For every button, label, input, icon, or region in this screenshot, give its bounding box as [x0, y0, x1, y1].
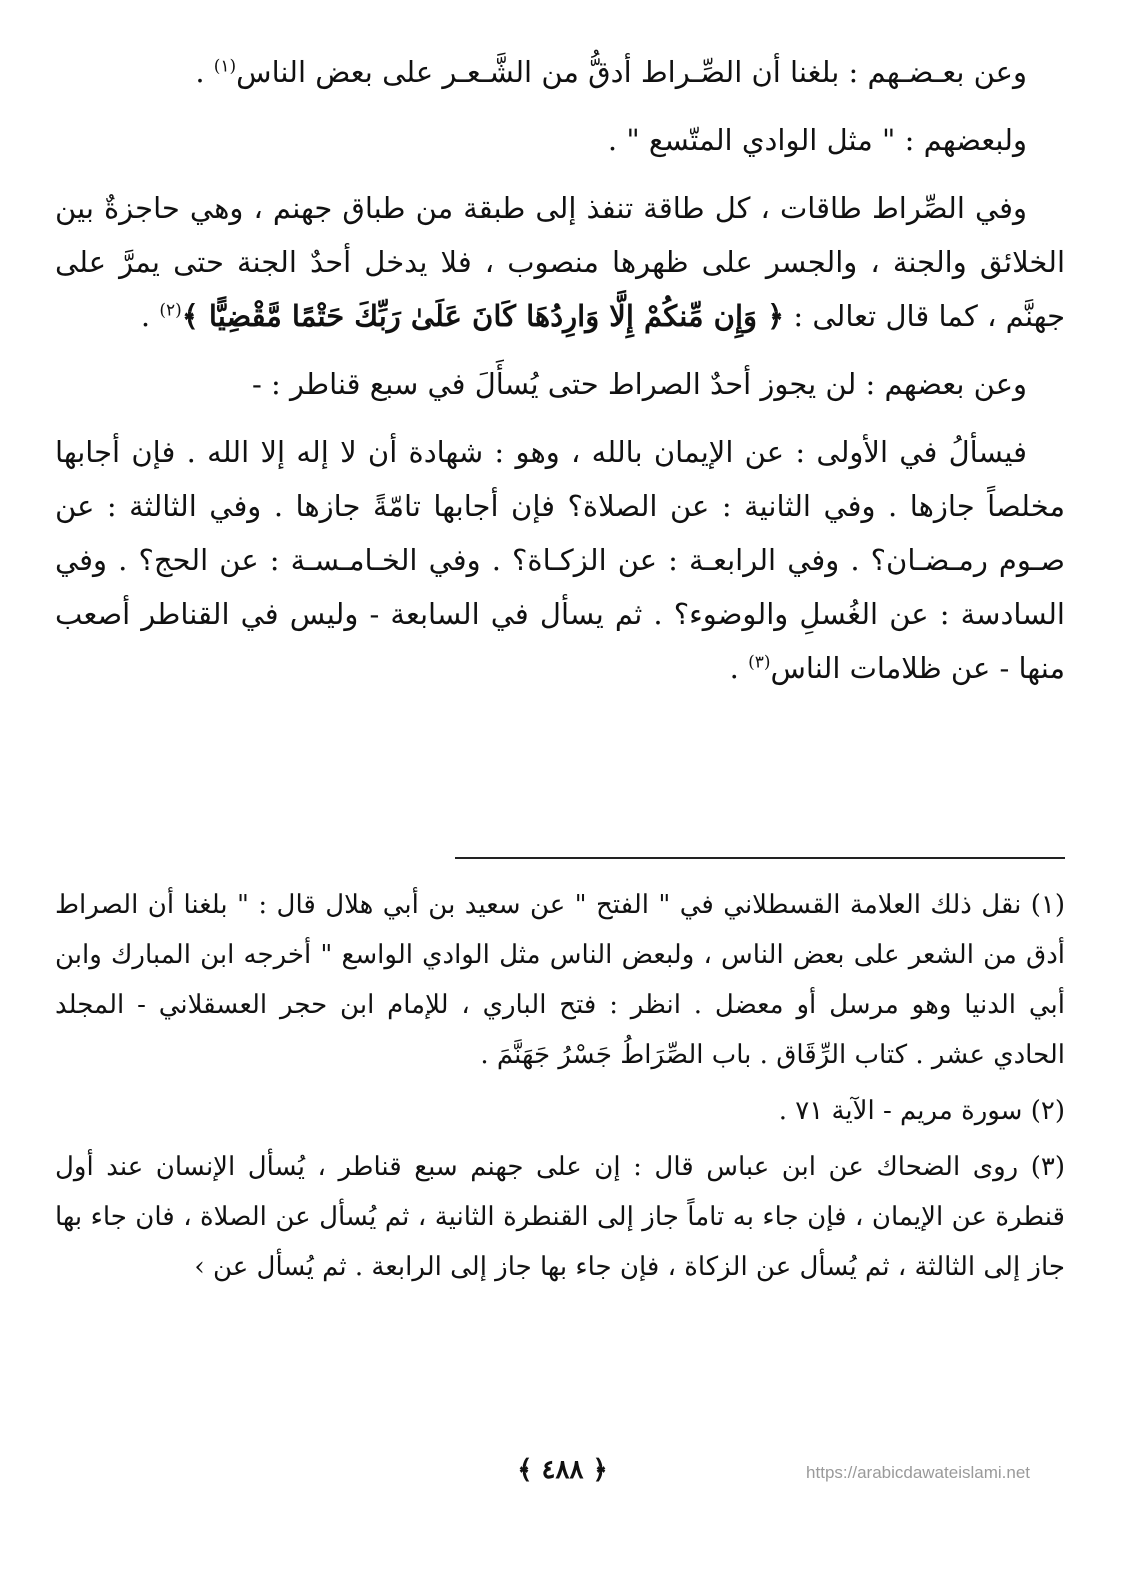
footnote-divider: [455, 857, 1065, 859]
paragraph-5: فيسألُ في الأولى : عن الإيمان بالله ، وهو : شهادة أن لا إله إلا الله . فإن أجابها مخلصاً جازها . وفي الثانية : عن الصلاة؟ فإن أجابها تامّةً جازها . وفي الثالثة : عن صـوم رمـضـان؟ . وفي الرابعـة : عن الزكـاة؟ . وفي الخـامـسـة : عن الحج؟ . وفي السادسة : عن الغُسلِ والوضوء؟ . ثم يسأل في السابعة - وليس في القناطر أصعب منها - عن ظلامات الناس$^{(٣)}$ .: [55, 435, 1065, 685]
footnote-2: (٢) سورة مريم - الآية ٧١ .: [778, 1096, 1065, 1126]
document-page: [55, 45, 1065, 1545]
footnote-ref-1[interactable]: (١): [213, 56, 237, 77]
paragraph-4: وعن بعضهم : لن يجوز أحدٌ الصراط حتى يُسأَلَ في سبع قناطر : -: [252, 367, 1027, 401]
page-footer: [0, 1455, 1125, 1495]
paragraph-2: ولبعضهم : " مثل الوادي المتّسع " .: [607, 123, 1027, 157]
footnote-ref-2[interactable]: (٢): [159, 300, 182, 321]
paragraph-3: وفي الصِّراط طاقات ، كل طاقة تنفذ إلى طبقة من طباق جهنم ، وهي حاجزةٌ بين الخلائق والجنة ، والجسر على ظهرها منصوب ، فلا يدخل أحدٌ الجنة حتى يمرَّ على جهنَّم ، كما قال تعالى : ﴿ وَإِن مِّنكُمْ إِلَّا وَارِدُهَا كَانَ عَلَىٰ رَبِّكَ حَتْمًا مَّقْضِيًّا ﴾$^{(٢)}$ .: [55, 191, 1065, 333]
footnotes: [55, 880, 1065, 1298]
watermark-url: https://arabicdawateislami.net: [806, 1463, 1030, 1482]
footnote-1: (١) نقل ذلك العلامة القسطلاني في " الفتح " عن سعيد بن أبي هلال قال : " بلغنا أن الصراط أدق من الشعر على بعض الناس ، ولبعض الناس مثل الوادي الواسع " أخرجه ابن المبارك وابن أبي الدنيا وهو مرسل أو معضل . انظر : فتح الباري ، للإمام ابن حجر العسقلاني - المجلد الحادي عشر . كتاب الرِّقَاق . باب الصِّرَاطُ جَسْرُ جَهَنَّمَ .: [55, 890, 1065, 1070]
main-text: [55, 45, 1065, 695]
quran-verse: ﴿ وَإِن مِّنكُمْ إِلَّا وَارِدُهَا كَانَ عَلَىٰ رَبِّكَ حَتْمًا مَّقْضِيًّا ﴾: [181, 299, 785, 333]
footnote-ref-3[interactable]: (٣): [748, 652, 771, 673]
page-number: ﴿ ٤٨٨ ﴾: [517, 1455, 608, 1485]
paragraph-1: وعن بعـضـهم : بلغنا أن الصِّـراط أدقُّ من الشَّـعـر على بعض الناس$^{(١)}$ .: [195, 55, 1027, 89]
footnote-3: (٣) روى الضحاك عن ابن عباس قال : إن على جهنم سبع قناطر ، يُسأل الإنسان عند أول قنطرة عن الإيمان ، فإن جاء به تاماً جاز إلى القنطرة الثانية ، ثم يُسأل عن الصلاة ، فان جاء بها جاز إلى الثالثة ، ثم يُسأل عن الزكاة ، فإن جاء بها جاز إلى الرابعة . ثم يُسأل عن ›: [55, 1152, 1065, 1282]
